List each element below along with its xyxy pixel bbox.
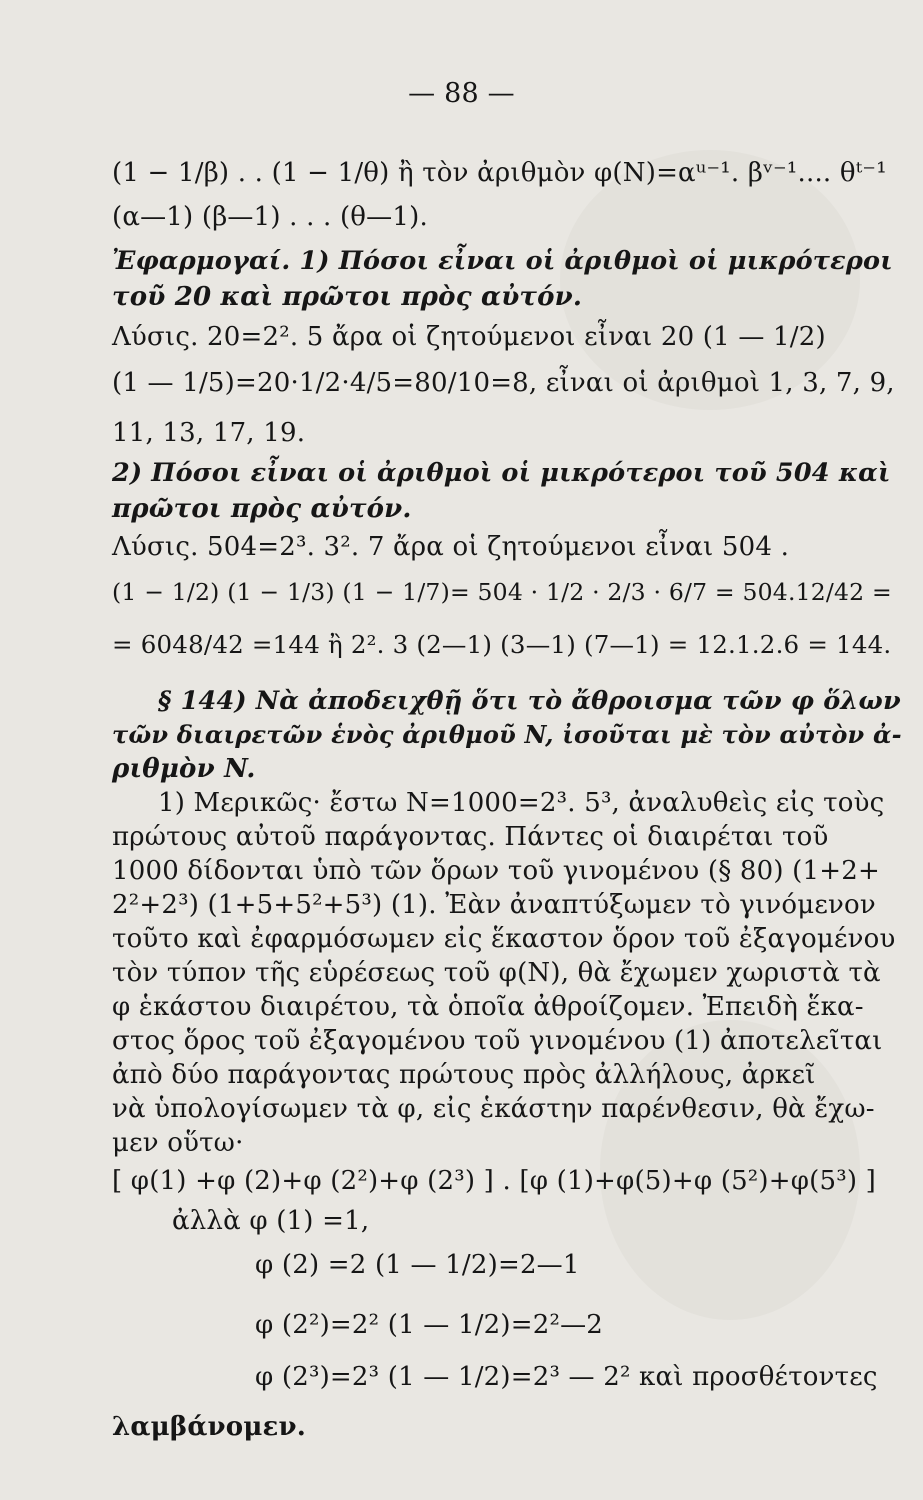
text-line: ἀπὸ δύο παράγοντας πρώτους πρὸς ἀλλήλους, ἀρκεῖ bbox=[112, 1060, 816, 1090]
formula-line: φ (2) =2 (1 — 1/2)=2—1 bbox=[255, 1250, 580, 1280]
formula-line: φ (2³)=2³ (1 — 1/2)=2³ — 2² καὶ προσθέτοντες bbox=[255, 1362, 878, 1392]
text-line: 11, 13, 17, 19. bbox=[112, 418, 306, 448]
page-number: — 88 — bbox=[408, 78, 515, 109]
text-line: τοῦτο καὶ ἐφαρμόσωμεν εἰς ἕκαστον ὅρον τοῦ ἐξαγομένου bbox=[112, 924, 896, 954]
section-heading: § 144) Νὰ ἀποδειχθῇ ὅτι τὸ ἄθροισμα τῶν φ ὅλων bbox=[158, 686, 901, 716]
section-heading: τῶν διαιρετῶν ἑνὸς ἀριθμοῦ N, ἰσοῦται μὲ τὸν αὐτὸν ἀ- bbox=[112, 720, 902, 749]
text-line: Ἐφαρμογαί. 1) Πόσοι εἶναι οἱ ἀριθμοὶ οἱ μικρότεροι bbox=[112, 246, 893, 276]
section-heading: ριθμὸν N. bbox=[112, 754, 256, 784]
text-line: νὰ ὑπολογίσωμεν τὰ φ, εἰς ἑκάστην παρένθεσιν, θὰ ἔχω- bbox=[112, 1094, 875, 1124]
text-line: 2²+2³) (1+5+5²+5³) (1). Ἐὰν ἀναπτύξωμεν τὸ γινόμενον bbox=[112, 890, 876, 920]
text-line: (1 — 1/5)=20·1/2·4/5=80/10=8, εἶναι οἱ ἀριθμοὶ 1, 3, 7, 9, bbox=[112, 368, 895, 398]
text-line: Λύσις. 20=2². 5 ἄρα οἱ ζητούμενοι εἶναι 20 (1 — 1/2) bbox=[112, 322, 826, 352]
formula-line: φ (2²)=2² (1 — 1/2)=2²—2 bbox=[255, 1310, 604, 1340]
text-line: μεν οὕτω· bbox=[112, 1128, 244, 1158]
text-line: φ ἑκάστου διαιρέτου, τὰ ὁποῖα ἀθροίζομεν. Ἐπειδὴ ἕκα- bbox=[112, 992, 864, 1022]
text-line: τὸν τύπον τῆς εὑρέσεως τοῦ φ(N), θὰ ἔχωμεν χωριστὰ τὰ bbox=[112, 958, 881, 988]
text-line: λαμβάνομεν. bbox=[112, 1412, 307, 1442]
text-line: (1 − 1/β) . . (1 − 1/θ) ἢ τὸν ἀριθμὸν φ(N)=αᵘ⁻¹. βᵛ⁻¹.... θᵗ⁻¹ bbox=[112, 158, 887, 188]
text-line: στος ὅρος τοῦ ἐξαγομένου τοῦ γινομένου (1) ἀποτελεῖται bbox=[112, 1026, 883, 1056]
text-line: 1) Μερικῶς· ἔστω N=1000=2³. 5³, ἀναλυθεὶς εἰς τοὺς bbox=[158, 788, 885, 818]
formula-line: ἀλλὰ φ (1) =1, bbox=[172, 1206, 370, 1236]
text-line: = 6048/42 =144 ἢ 2². 3 (2—1) (3—1) (7—1) = 12.1.2.6 = 144. bbox=[112, 630, 892, 659]
text-line: 1000 δίδονται ὑπὸ τῶν ὅρων τοῦ γινομένου (§ 80) (1+2+ bbox=[112, 856, 880, 886]
text-line: πρῶτοι πρὸς αὐτόν. bbox=[112, 494, 412, 524]
text-line: (α—1) (β—1) . . . (θ—1). bbox=[112, 202, 428, 232]
formula-line: [ φ(1) +φ (2)+φ (2²)+φ (2³) ] . [φ (1)+φ(5)+φ (5²)+φ(5³) ] bbox=[112, 1166, 877, 1196]
text-line: 2) Πόσοι εἶναι οἱ ἀριθμοὶ οἱ μικρότεροι τοῦ 504 καὶ bbox=[112, 458, 891, 488]
text-line: πρώτους αὐτοῦ παράγοντας. Πάντες οἱ διαιρέται τοῦ bbox=[112, 822, 829, 852]
text-line: τοῦ 20 καὶ πρῶτοι πρὸς αὐτόν. bbox=[112, 282, 583, 312]
text-line: Λύσις. 504=2³. 3². 7 ἄρα οἱ ζητούμενοι εἶναι 504 . bbox=[112, 532, 790, 562]
text-line: (1 − 1/2) (1 − 1/3) (1 − 1/7)= 504 · 1/2 · 2/3 · 6/7 = 504.12/42 = bbox=[112, 578, 892, 606]
